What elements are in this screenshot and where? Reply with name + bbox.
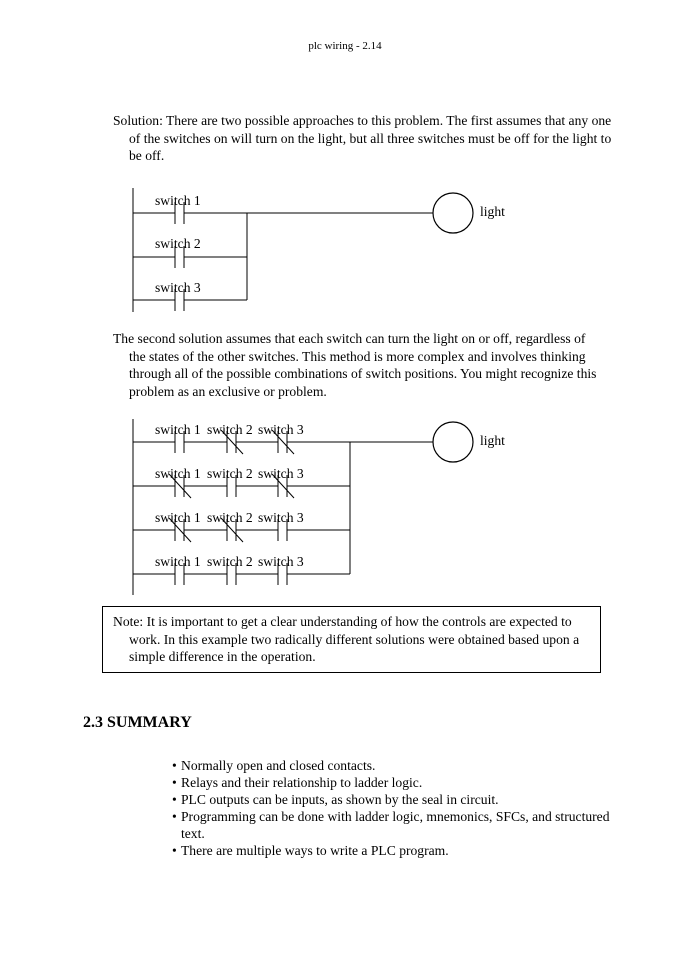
ladder-diagram-2 bbox=[0, 415, 700, 600]
contact-label: switch 2 bbox=[155, 236, 201, 251]
rung-2 bbox=[133, 466, 350, 498]
rung-1 bbox=[133, 193, 433, 224]
contact-label: switch 2 bbox=[207, 466, 253, 481]
list-item: • There are multiple ways to write a PLC program. bbox=[165, 842, 620, 859]
summary-list bbox=[165, 757, 620, 859]
rung-3 bbox=[133, 510, 350, 542]
contact-label: switch 3 bbox=[258, 466, 304, 481]
rung-4 bbox=[133, 554, 350, 585]
contact-label: switch 1 bbox=[155, 193, 201, 208]
contact-label: switch 3 bbox=[258, 554, 304, 569]
contact-label: switch 2 bbox=[207, 554, 253, 569]
contact-label: switch 1 bbox=[155, 422, 201, 437]
rung-3 bbox=[133, 280, 247, 311]
contact-label: switch 2 bbox=[207, 422, 253, 437]
rung-1 bbox=[133, 422, 350, 454]
contact-label: switch 1 bbox=[155, 510, 201, 525]
ladder-diagram-1 bbox=[0, 185, 700, 315]
page-header: plc wiring - 2.14 bbox=[308, 40, 382, 52]
second-solution-paragraph: The second solution assumes that each switch can turn the light on or off, regardless of the states of the other switches. This method is more complex and involves thinking through all of the possible combinations of switch positions. You might recognize this problem as an exclusive or problem. bbox=[113, 331, 597, 399]
section-heading: 2.3 SUMMARY bbox=[83, 714, 192, 731]
note-box bbox=[102, 606, 601, 673]
rung-2 bbox=[133, 236, 247, 268]
list-item: • PLC outputs can be inputs, as shown by the seal in circuit. bbox=[165, 791, 620, 808]
solution-paragraph: Solution: There are two possible approaches to this problem. The first assumes that any one of the switches on will turn on the light, but all three switches must be off for the light to be off. bbox=[113, 113, 612, 163]
output-coil-icon bbox=[433, 193, 473, 233]
output-coil-icon bbox=[433, 422, 473, 462]
contact-label: switch 3 bbox=[258, 510, 304, 525]
output-label: light bbox=[480, 204, 505, 219]
contact-label: switch 1 bbox=[155, 554, 201, 569]
note-text: Note: It is important to get a clear understanding of how the controls are expected to work. In this example two radically different solutions were obtained based upon a simple difference in the operation. bbox=[113, 614, 580, 664]
list-item: • Relays and their relationship to ladder logic. bbox=[165, 774, 620, 791]
contact-label: switch 2 bbox=[207, 510, 253, 525]
list-item: • Programming can be done with ladder logic, mnemonics, SFCs, and structured text. bbox=[165, 808, 620, 842]
contact-label: switch 1 bbox=[155, 466, 201, 481]
contact-label: switch 3 bbox=[258, 422, 304, 437]
output-label: light bbox=[480, 433, 505, 448]
contact-label: switch 3 bbox=[155, 280, 201, 295]
list-item: • Normally open and closed contacts. bbox=[165, 757, 620, 774]
